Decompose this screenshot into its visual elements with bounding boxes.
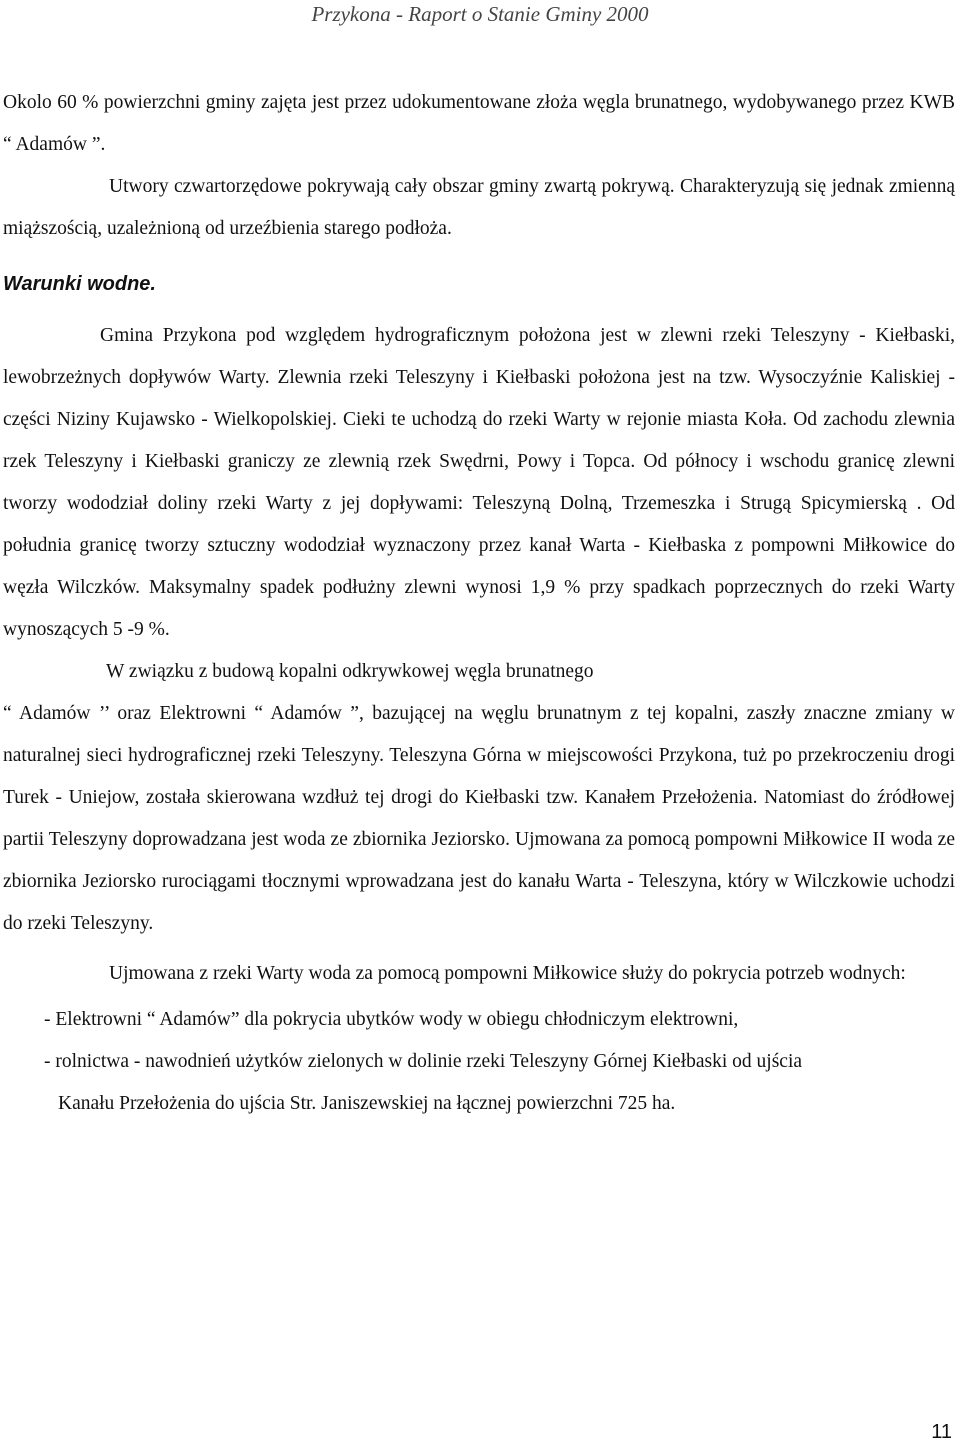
list-item: - rolnictwa - nawodnień użytków zielonych w dolinie rzeki Teleszyny Górnej Kiełbaski od ujścia Kanału Przełożenia do ujścia Str. Janiszewskiej na łącznej powierzchni 725 ha. [44, 1051, 803, 1114]
water-needs-list [3, 999, 955, 1125]
paragraph-hydrography: Gmina Przykona pod względem hydrograficznym położona jest w zlewni rzeki Teleszyny - Kiełbaski, lewobrzeżnych dopływów Warty. Zlewnia rzeki Teleszyny i Kiełbaski położona jest na tzw. Wysoczyźnie Kaliskiej - części Niziny Kujawsko - Wielkopolskiej. Cieki te uchodzą do rzeki Warty w rejonie miasta Koła. Od zachodu zlewnia rzek Teleszyny i Kiełbaski graniczy ze zlewnią rzek Swędrni, Powy i Topca. Od północy i wschodu granicę zlewni tworzy wododział doliny rzeki Warty z jej dopływami: Teleszyną Dolną, Trzemeszka i Strugą Spicymierską . Od południa granicę tworzy sztuczny wododział wyznaczony przez kanał Warta - Kiełbaska z pompowni Miłkowice do węzła Wilczków. Maksymalny spadek podłużny zlewni wynosi 1,9 % przy spadkach poprzecznych do rzeki Warty wynoszących 5 -9 %. [3, 325, 955, 640]
page-number: 11 [931, 1421, 952, 1443]
paragraph-network-changes: “ Adamów ’’ oraz Elektrowni “ Adamów ”, bazującej na węglu brunatnym z tej kopalni, zaszły znaczne zmiany w naturalnej sieci hydrograficznej rzeki Teleszyny. Teleszyna Górna w miejscowości Przykona, tuż po przekroczeniu drogi Turek - Uniejow, została skierowana wzdłuż tej drogi do Kiełbaski tzw. Kanałem Przełożenia. Natomiast do źródłowej partii Teleszyny doprowadzana jest woda ze zbiornika Jeziorsko. Ujmowana za pomocą pompowni Miłkowice II woda ze zbiornika Jeziorsko rurociągami tłocznymi wprowadzana jest do kanału Warta - Teleszyna, który w Wilczkowie uchodzi do rzeki Teleszyny. [3, 703, 955, 934]
running-header: Przykona - Raport o Stanie Gminy 2000 [311, 2, 649, 26]
list-item: - Elektrowni “ Adamów” dla pokrycia ubytków wody w obiegu chłodniczym elektrowni, [44, 1009, 739, 1030]
section-heading-water-conditions: Warunki wodne. [3, 273, 156, 295]
paragraph-mine-intro: W związku z budową kopalni odkrywkowej węgla brunatnego [106, 661, 594, 682]
paragraph-water-intake: Ujmowana z rzeki Warty woda za pomocą pompowni Miłkowice służy do pokrycia potrzeb wodnych: [109, 963, 906, 984]
document-body [3, 82, 955, 1125]
paragraph-quaternary: Utwory czwartorzędowe pokrywają cały obszar gminy zwartą pokrywą. Charakteryzują się jednak zmienną miąższością, uzależnioną od urzeźbienia starego podłoża. [3, 176, 955, 239]
paragraph-coal-deposits: Okolo 60 % powierzchni gminy zajęta jest przez udokumentowane złoża węgla brunatnego, wydobywanego przez KWB “ Adamów ”. [3, 92, 955, 155]
